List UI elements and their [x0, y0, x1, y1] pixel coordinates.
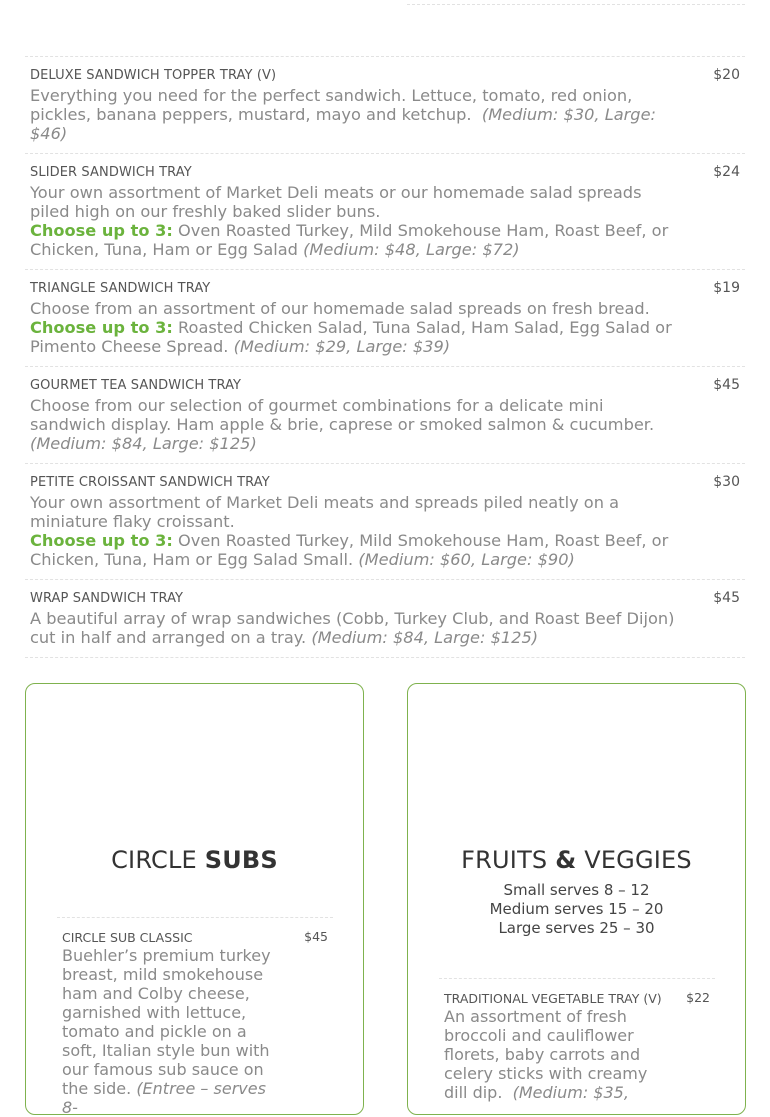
item-alt-sizes: (Medium: $60, Large: $90) — [358, 550, 575, 569]
item-description — [30, 299, 680, 356]
item-alt-sizes: (Medium: $35, — [512, 1083, 629, 1102]
item-description — [62, 946, 272, 1117]
serves-large: Large serves 25 – 30 — [498, 919, 655, 937]
item-description — [30, 86, 680, 143]
item-desc-text: Choose from an assortment of our homemade salad spreads on fresh bread. — [30, 299, 650, 318]
sandwich-tray-list — [25, 56, 745, 658]
item-name: GOURMET TEA SANDWICH TRAY — [30, 378, 242, 393]
item-price: $20 — [713, 67, 740, 83]
item-desc-text: Your own assortment of Market Deli meats and spreads piled neatly on a miniature flaky croissant. — [30, 493, 620, 531]
circle-subs-list — [57, 917, 333, 1117]
title-light: FRUITS — [461, 846, 548, 874]
item-description — [30, 609, 680, 647]
item-alt-sizes: (Medium: $29, Large: $39) — [233, 337, 451, 356]
item-alt-sizes: (Entree – serves 8- — [62, 1079, 266, 1117]
choose-options: Oven Roasted Turkey, Mild Smokehouse Ham, Roast Beef, or Chicken, Tuna, Ham or Egg Salad — [30, 221, 669, 259]
item-description — [30, 183, 680, 259]
title-light: CIRCLE — [111, 846, 197, 874]
item-alt-sizes: (Medium: $84, Large: $125) — [30, 434, 257, 453]
item-description — [30, 396, 680, 453]
item-desc-text: An assortment of fresh broccoli and cauliflower florets, baby carrots and celery sticks with creamy dill dip. — [444, 1007, 648, 1102]
item-price: $24 — [713, 164, 740, 180]
item-price: $45 — [304, 929, 328, 944]
title-bold: SUBS — [204, 846, 278, 874]
menu-item-petite-croissant-tray — [25, 464, 745, 580]
item-alt-sizes: (Medium: $84, Large: $125) — [311, 628, 539, 647]
serves-medium: Medium serves 15 – 20 — [489, 900, 664, 918]
menu-item-wrap-tray — [25, 580, 745, 658]
item-description — [30, 493, 680, 569]
circle-subs-title — [26, 846, 363, 874]
top-divider — [407, 4, 745, 5]
item-desc-text: Choose from our selection of gourmet combinations for a delicate mini sandwich display. Ham apple & brie, caprese or smoked salmon & cucumber. — [30, 396, 655, 434]
fruits-veggies-title — [408, 846, 745, 874]
menu-item-traditional-vegetable-tray — [439, 979, 715, 1102]
menu-item-triangle-tray — [25, 270, 745, 367]
item-price: $45 — [713, 590, 740, 606]
circle-subs-card — [25, 683, 364, 1115]
choose-label: Choose up to 3: — [30, 318, 173, 337]
item-desc-text: Buehler’s premium turkey breast, mild smokehouse ham and Colby cheese, garnished with lettuce, tomato and pickle on a soft, Italian style bun with our famous sub sauce on the side. — [62, 946, 271, 1098]
item-price: $22 — [686, 990, 710, 1005]
fruits-veggies-card — [407, 683, 746, 1115]
item-desc-text: A beautiful array of wrap sandwiches (Cobb, Turkey Club, and Roast Beef Dijon) cut in half and arranged on a tray. — [30, 609, 675, 647]
item-name: TRIANGLE SANDWICH TRAY — [30, 281, 211, 296]
choose-label: Choose up to 3: — [30, 531, 173, 550]
item-price: $45 — [713, 377, 740, 393]
item-name: WRAP SANDWICH TRAY — [30, 591, 184, 606]
item-desc-text: Your own assortment of Market Deli meats or our homemade salad spreads piled high on our freshly baked slider buns. — [30, 183, 642, 221]
choose-label: Choose up to 3: — [30, 221, 173, 240]
item-name: TRADITIONAL VEGETABLE TRAY (V) — [444, 991, 662, 1006]
menu-item-gourmet-tea-tray — [25, 367, 745, 464]
serving-sizes — [408, 881, 745, 938]
menu-item-slider-tray — [25, 154, 745, 270]
title-amp: & — [555, 846, 577, 874]
title-light-2: VEGGIES — [584, 846, 692, 874]
fruits-veggies-list — [439, 978, 715, 1102]
item-name: PETITE CROISSANT SANDWICH TRAY — [30, 475, 270, 490]
item-name: CIRCLE SUB CLASSIC — [62, 930, 193, 945]
item-price: $30 — [713, 474, 740, 490]
item-name: SLIDER SANDWICH TRAY — [30, 165, 192, 180]
item-price: $19 — [713, 280, 740, 296]
menu-item-deluxe-topper — [25, 57, 745, 154]
item-desc-text: Everything you need for the perfect sandwich. Lettuce, tomato, red onion, pickles, banana peppers, mustard, mayo and ketchup. — [30, 86, 633, 124]
item-name: DELUXE SANDWICH TOPPER TRAY (V) — [30, 68, 277, 83]
serves-small: Small serves 8 – 12 — [503, 881, 650, 899]
item-alt-sizes: (Medium: $30, Large: $46) — [30, 105, 656, 143]
menu-item-circle-sub-classic — [57, 918, 333, 1117]
choose-options: Roasted Chicken Salad, Tuna Salad, Ham Salad, Egg Salad or Pimento Cheese Spread. — [30, 318, 672, 356]
item-alt-sizes: (Medium: $48, Large: $72) — [303, 240, 520, 259]
item-description — [444, 1007, 654, 1102]
choose-options: Oven Roasted Turkey, Mild Smokehouse Ham, Roast Beef, or Chicken, Tuna, Ham or Egg Salad Small. — [30, 531, 669, 569]
